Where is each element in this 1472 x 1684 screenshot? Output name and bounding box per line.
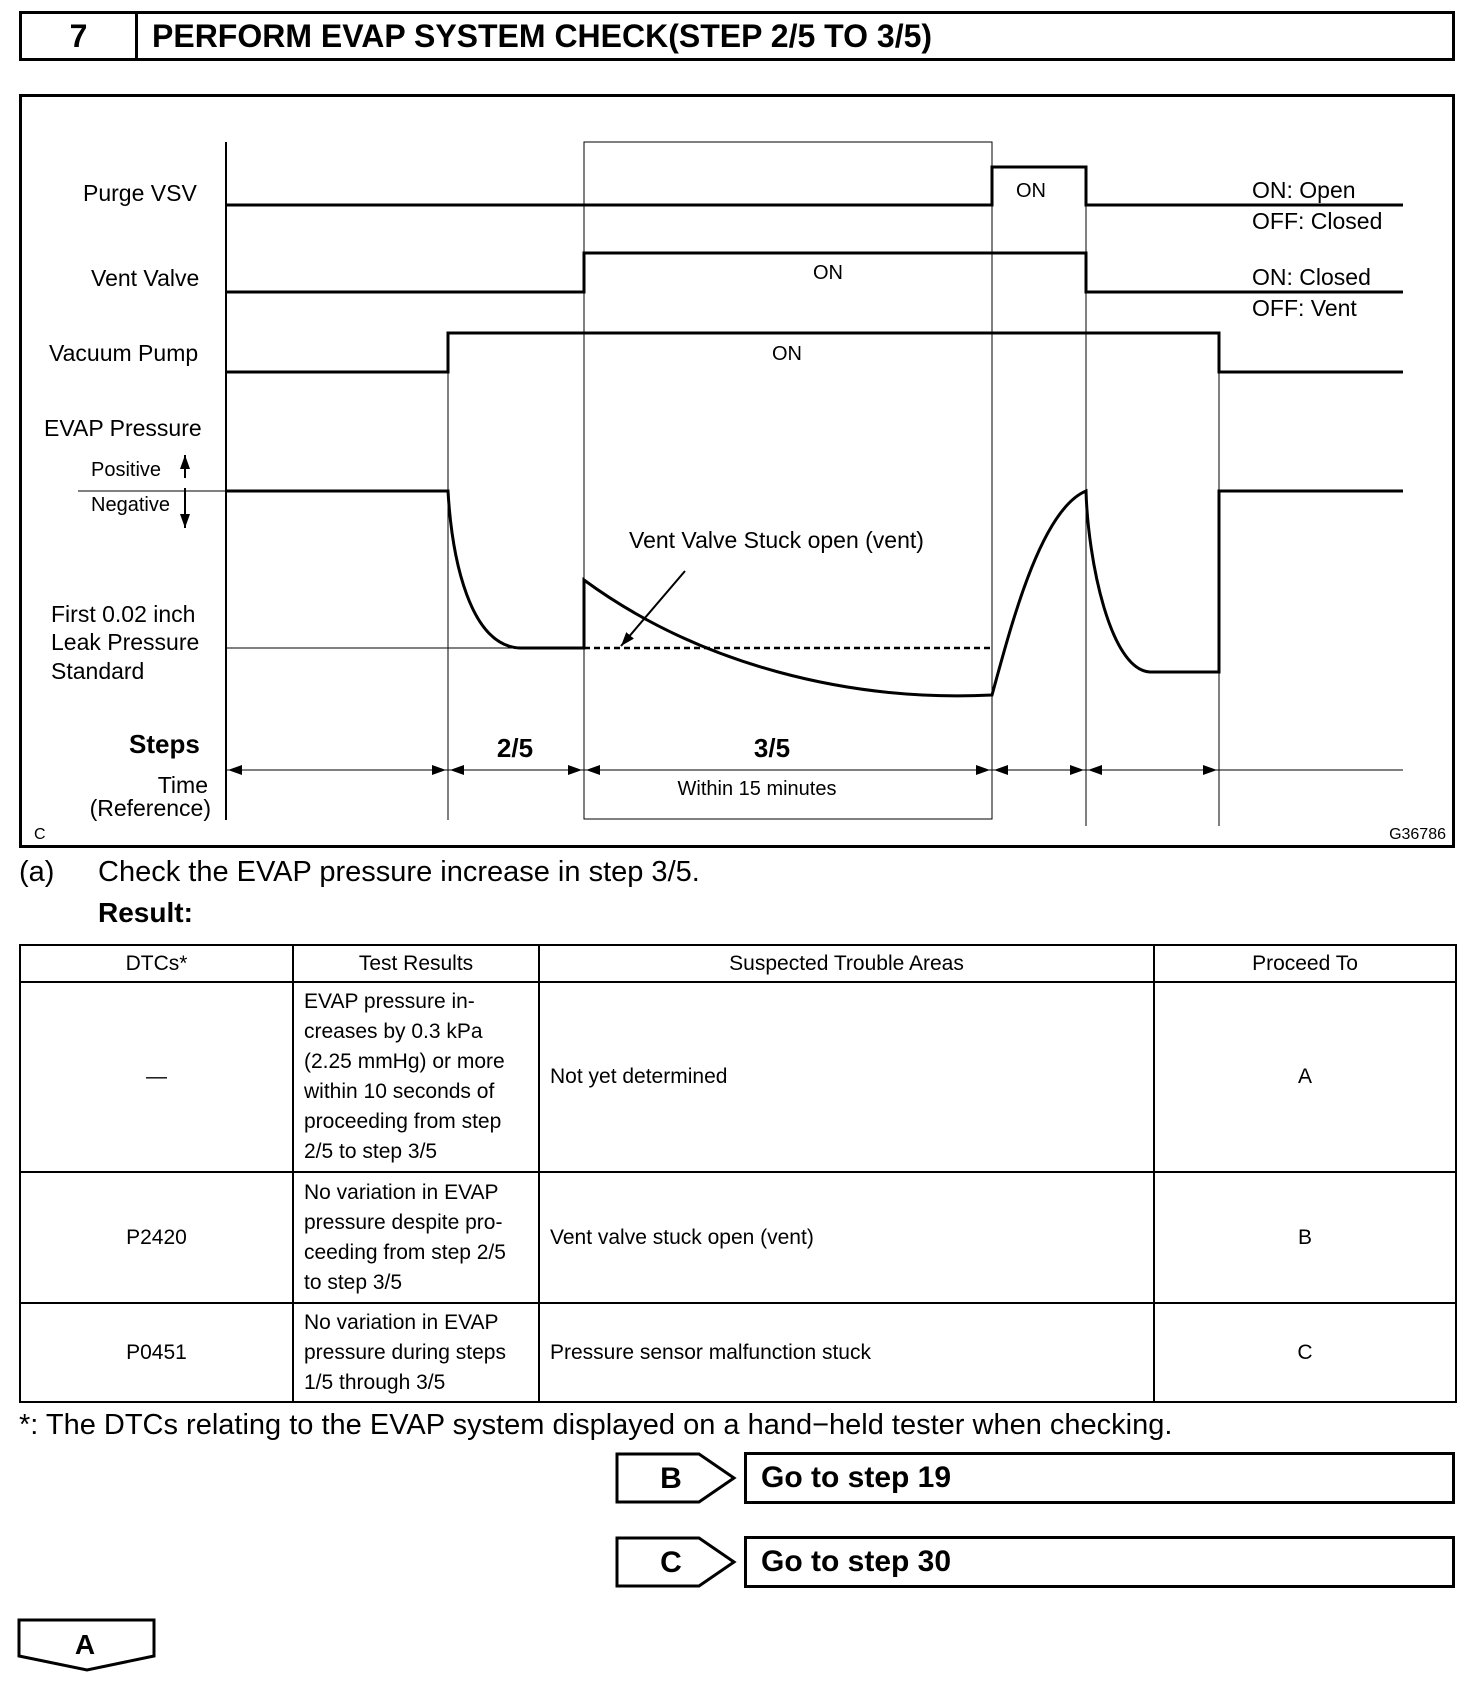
label-positive: Positive [91, 459, 162, 481]
test-line: No variation in EVAP [304, 1310, 499, 1334]
test-line: 2/5 to step 3/5 [304, 1140, 438, 1163]
proceed-cell: C [1154, 1303, 1456, 1402]
step-title: PERFORM EVAP SYSTEM CHECK(STEP 2/5 TO 3/5) [152, 17, 933, 54]
footnote: *: The DTCs relating to the EVAP system displayed on a hand−held tester when checking. [19, 1409, 1173, 1441]
step-2-label: 2/5 [496, 733, 534, 763]
test-line: within 10 seconds of [304, 1080, 495, 1103]
col-suspected-areas: Suspected Trouble Areas [539, 945, 1154, 982]
legend-purge-on: ON: Open [1252, 177, 1356, 203]
continue-a-letter: A [74, 1629, 96, 1660]
label-reference: (Reference) [89, 795, 211, 821]
table-row [20, 1172, 1456, 1303]
test-line: pressure during steps [304, 1340, 506, 1364]
dtc-cell: P2420 [20, 1172, 293, 1303]
purge-vsv-signal [226, 167, 1403, 205]
label-vent-valve: Vent Valve [91, 265, 200, 291]
vent-on-label: ON [813, 262, 843, 284]
timing-diagram-svg [19, 94, 1455, 848]
test-line: ceeding from step 2/5 [304, 1240, 506, 1264]
proceed-cell: B [1154, 1172, 1456, 1303]
vacuum-pump-signal [226, 333, 1403, 372]
col-test-results: Test Results [293, 945, 539, 982]
test-result-cell [293, 1172, 539, 1303]
test-line: 1/5 through 3/5 [304, 1370, 446, 1394]
test-result-cell [293, 1303, 539, 1402]
branch-b-letter: B [660, 1462, 682, 1495]
test-line: No variation in EVAP [304, 1180, 499, 1204]
go-to-step-19[interactable]: Go to step 19 [744, 1452, 1455, 1504]
table-header-row [20, 945, 1456, 982]
test-line: (2.25 mmHg) or more [304, 1050, 505, 1073]
step-3-label: 3/5 [753, 733, 791, 763]
dtc-cell: — [20, 982, 293, 1172]
label-evap-pressure: EVAP Pressure [44, 415, 202, 441]
test-line: EVAP pressure in- [304, 990, 475, 1013]
trouble-area-cell: Pressure sensor malfunction stuck [539, 1303, 1154, 1402]
timing-diagram [19, 94, 1455, 848]
step-header [19, 11, 1455, 61]
test-line: pressure despite pro- [304, 1210, 503, 1234]
test-result-cell [293, 982, 539, 1172]
branch-b-tag[interactable] [615, 1452, 739, 1504]
label-purge-vsv: Purge VSV [83, 180, 197, 206]
table-row [20, 982, 1456, 1172]
dtc-cell: P0451 [20, 1303, 293, 1402]
label-vacuum-pump: Vacuum Pump [49, 340, 199, 366]
result-label: Result: [98, 897, 193, 928]
branch-c-tag[interactable] [615, 1536, 739, 1588]
trouble-area-cell: Vent valve stuck open (vent) [539, 1172, 1154, 1303]
proceed-cell: A [1154, 982, 1456, 1172]
label-leak-line2: Leak Pressure [51, 629, 200, 655]
result-table [19, 944, 1457, 1403]
continue-a-tag[interactable] [17, 1618, 157, 1674]
table-row [20, 1303, 1456, 1402]
figure-id: G36786 [1389, 826, 1446, 843]
test-line: proceeding from step [304, 1110, 502, 1133]
evap-pressure-curve [226, 491, 1403, 696]
check-text: Check the EVAP pressure increase in step 3/5. [98, 856, 700, 888]
step-number: 7 [22, 14, 138, 58]
col-proceed-to: Proceed To [1154, 945, 1456, 982]
within-15-minutes: Within 15 minutes [677, 778, 837, 800]
col-dtcs: DTCs* [20, 945, 293, 982]
label-steps: Steps [129, 729, 200, 759]
step-3-box [584, 142, 992, 819]
label-time: Time [157, 772, 208, 798]
purge-on-label: ON [1016, 180, 1046, 202]
label-negative: Negative [91, 494, 170, 516]
go-to-step-30[interactable]: Go to step 30 [744, 1536, 1455, 1588]
legend-purge-off: OFF: Closed [1252, 208, 1383, 234]
check-label: (a) [19, 856, 55, 888]
legend-vent-on: ON: Closed [1252, 264, 1371, 290]
branch-c-letter: C [660, 1546, 682, 1579]
corner-letter: C [34, 826, 46, 843]
label-leak-line1: First 0.02 inch [51, 601, 196, 627]
legend-vent-off: OFF: Vent [1252, 295, 1357, 321]
label-leak-line3: Standard [51, 658, 145, 684]
test-line: creases by 0.3 kPa [304, 1020, 483, 1043]
annotation-vent-stuck: Vent Valve Stuck open (vent) [629, 527, 924, 553]
pump-on-label: ON [772, 343, 802, 365]
test-line: to step 3/5 [304, 1270, 403, 1294]
trouble-area-cell: Not yet determined [539, 982, 1154, 1172]
